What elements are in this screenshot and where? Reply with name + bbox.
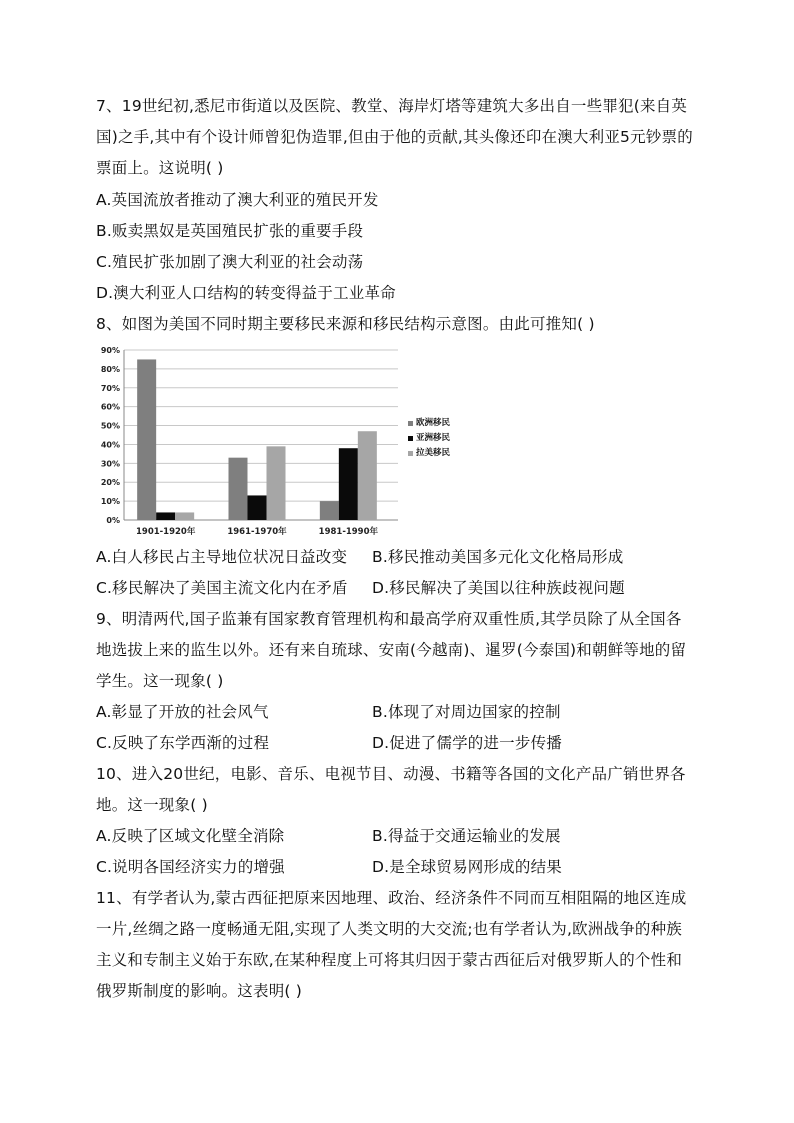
legend-item [408, 446, 450, 461]
q11-stem-line-2: 一片,丝绸之路一度畅通无阻,实现了人类文明的大交流;也有学者认为,欧洲战争的种族 [96, 920, 683, 938]
x-tick-label: 1901-1920年 [135, 527, 196, 537]
bar [229, 458, 248, 520]
q9-stem-line-1: 9、明清两代,国子监兼有国家教育管理机构和最高学府双重性质,其学员除了从全国各 [96, 610, 682, 628]
bar [137, 359, 156, 520]
q9-option-b: B.体现了对周边国家的控制 [372, 703, 561, 721]
q9-option-d: D.促进了儒学的进一步传播 [372, 734, 562, 752]
legend-label-latam: 拉美移民 [416, 448, 451, 458]
y-tick-label: 40% [100, 440, 120, 450]
q7-option-b: B.贩卖黑奴是英国殖民扩张的重要手段 [96, 222, 364, 240]
bar [339, 448, 358, 520]
q10-stem-line-2: 地。这一现象( ) [96, 796, 208, 814]
q10-option-c: C.说明各国经济实力的增强 [96, 858, 285, 876]
bar [248, 495, 267, 520]
y-tick-label: 20% [100, 478, 120, 488]
legend-item [408, 431, 450, 446]
immigration-bar-chart [96, 342, 406, 542]
x-tick-label: 1961-1970年 [227, 527, 287, 537]
legend-swatch [408, 451, 413, 456]
q7-stem-line-2: 国)之手,其中有个设计师曾犯伪造罪,但由于他的贡献,其头像还印在澳大利亚5元钞票的 [96, 128, 693, 146]
q8-option-a: A.白人移民占主导地位状况日益改变 [96, 548, 348, 566]
q9-stem-line-3: 学生。这一现象( ) [96, 672, 224, 690]
legend-label-europe: 欧洲移民 [416, 418, 451, 428]
chart-svg [96, 342, 406, 542]
q7-stem-line-1: 7、19世纪初,悉尼市街道以及医院、教堂、海岸灯塔等建筑大多出自一些罪犯(来自英 [96, 97, 688, 115]
legend-swatch [408, 436, 413, 441]
q11-stem-line-4: 俄罗斯制度的影响。这表明( ) [96, 982, 303, 1000]
q9-option-c: C.反映了东学西渐的过程 [96, 734, 270, 752]
x-tick-label: 1981-1990年 [318, 527, 379, 537]
legend-item [408, 416, 450, 431]
q8-option-d: D.移民解决了美国以往种族歧视问题 [372, 579, 625, 597]
q8-option-b: B.移民推动美国多元化文化格局形成 [372, 548, 624, 566]
q11-stem-line-3: 主义和专制主义始于东欧,在某种程度上可将其归因于蒙古西征后对俄罗斯人的个性和 [96, 951, 683, 969]
bar [175, 512, 194, 520]
y-tick-label: 0% [106, 516, 120, 525]
q7-option-c: C.殖民扩张加剧了澳大利亚的社会动荡 [96, 253, 364, 271]
y-tick-label: 50% [100, 421, 120, 431]
q9-option-a: A.彰显了开放的社会风气 [96, 703, 269, 721]
q10-option-a: A.反映了区域文化壁全消除 [96, 827, 285, 845]
legend-label-asia: 亚洲移民 [416, 433, 451, 443]
q8-option-c: C.移民解决了美国主流文化内在矛盾 [96, 579, 348, 597]
q10-stem-line-1: 10、进入20世纪，电影、音乐、电视节目、动漫、书籍等各国的文化产品广销世界各 [96, 765, 686, 783]
y-tick-label: 30% [100, 459, 120, 469]
q7-option-a: A.英国流放者推动了澳大利亚的殖民开发 [96, 191, 379, 209]
bar [320, 501, 339, 520]
q8-stem: 8、如图为美国不同时期主要移民来源和移民结构示意图。由此可推知( ) [96, 315, 595, 333]
y-tick-label: 10% [100, 497, 120, 507]
bar [358, 431, 377, 520]
bar [267, 446, 286, 520]
y-tick-label: 80% [100, 364, 120, 374]
chart-legend [408, 416, 450, 461]
q11-stem-line-1: 11、有学者认为,蒙古西征把原来因地理、政治、经济条件不同而互相阻隔的地区连成 [96, 889, 687, 907]
bar [156, 512, 175, 520]
q7-stem-line-3: 票面上。这说明( ) [96, 159, 224, 177]
q10-option-b: B.得益于交通运输业的发展 [372, 827, 561, 845]
y-tick-label: 60% [100, 402, 120, 412]
q10-option-d: D.是全球贸易网形成的结果 [372, 858, 562, 876]
q9-stem-line-2: 地选拔上来的监生以外。还有来自琉球、安南(今越南)、暹罗(今泰国)和朝鲜等地的留 [96, 641, 687, 659]
y-tick-label: 90% [100, 346, 120, 355]
y-tick-label: 70% [100, 383, 120, 393]
legend-swatch [408, 421, 413, 426]
q7-option-d: D.澳大利亚人口结构的转变得益于工业革命 [96, 284, 396, 302]
